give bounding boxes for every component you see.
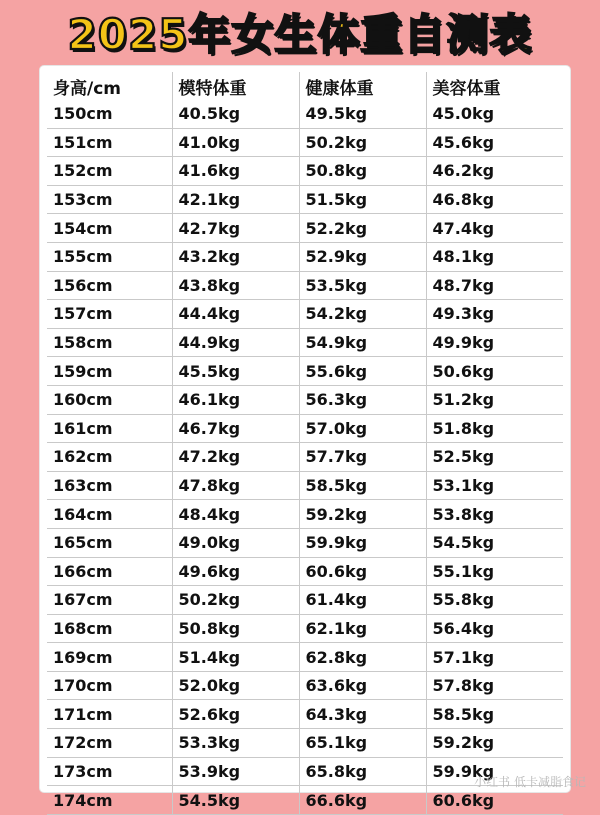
table-row: [47, 700, 563, 729]
watermark: 小红书 低卡减脂食记: [474, 775, 586, 789]
table-row: [47, 528, 563, 557]
weight-table: [47, 72, 563, 815]
cell-beauty-weight: 46.2kg: [426, 157, 563, 186]
cell-height: 158cm: [47, 328, 172, 357]
table-body: [47, 100, 563, 814]
cell-beauty-weight: 53.1kg: [426, 471, 563, 500]
cell-model-weight: 41.0kg: [172, 128, 299, 157]
cell-height: 159cm: [47, 357, 172, 386]
cell-beauty-weight: 49.9kg: [426, 328, 563, 357]
cell-beauty-weight: 58.5kg: [426, 700, 563, 729]
cell-beauty-weight: 60.6kg: [426, 786, 563, 815]
cell-model-weight: 46.7kg: [172, 414, 299, 443]
cell-beauty-weight: 50.6kg: [426, 357, 563, 386]
cell-beauty-weight: 57.8kg: [426, 671, 563, 700]
cell-healthy-weight: 53.5kg: [299, 271, 426, 300]
cell-healthy-weight: 65.8kg: [299, 757, 426, 786]
cell-healthy-weight: 52.9kg: [299, 242, 426, 271]
cell-height: 174cm: [47, 786, 172, 815]
cell-beauty-weight: 55.8kg: [426, 586, 563, 615]
cell-height: 152cm: [47, 157, 172, 186]
cell-beauty-weight: 52.5kg: [426, 443, 563, 472]
cell-model-weight: 46.1kg: [172, 385, 299, 414]
cell-height: 162cm: [47, 443, 172, 472]
header-healthy-weight: 健康体重: [299, 72, 426, 100]
cell-height: 154cm: [47, 214, 172, 243]
table-row: [47, 471, 563, 500]
cell-model-weight: 53.3kg: [172, 729, 299, 758]
cell-healthy-weight: 49.5kg: [299, 100, 426, 128]
cell-beauty-weight: 59.9kg: [426, 757, 563, 786]
header-height: 身高/cm: [47, 72, 172, 100]
cell-beauty-weight: 53.8kg: [426, 500, 563, 529]
cell-model-weight: 48.4kg: [172, 500, 299, 529]
table-row: [47, 271, 563, 300]
cell-model-weight: 50.2kg: [172, 586, 299, 615]
cell-model-weight: 49.0kg: [172, 528, 299, 557]
table-row: [47, 643, 563, 672]
cell-beauty-weight: 48.7kg: [426, 271, 563, 300]
cell-height: 165cm: [47, 528, 172, 557]
cell-healthy-weight: 62.8kg: [299, 643, 426, 672]
cell-healthy-weight: 66.6kg: [299, 786, 426, 815]
cell-model-weight: 40.5kg: [172, 100, 299, 128]
table-row: [47, 214, 563, 243]
cell-model-weight: 54.5kg: [172, 786, 299, 815]
cell-model-weight: 49.6kg: [172, 557, 299, 586]
cell-model-weight: 47.8kg: [172, 471, 299, 500]
table-row: [47, 300, 563, 329]
cell-healthy-weight: 55.6kg: [299, 357, 426, 386]
cell-height: 157cm: [47, 300, 172, 329]
cell-beauty-weight: 45.6kg: [426, 128, 563, 157]
table-row: [47, 500, 563, 529]
cell-height: 173cm: [47, 757, 172, 786]
table-row: [47, 786, 563, 815]
cell-beauty-weight: 45.0kg: [426, 100, 563, 128]
cell-height: 172cm: [47, 729, 172, 758]
table-row: [47, 328, 563, 357]
cell-model-weight: 52.6kg: [172, 700, 299, 729]
table-row: [47, 185, 563, 214]
cell-healthy-weight: 54.2kg: [299, 300, 426, 329]
table-row: [47, 157, 563, 186]
header-beauty-weight: 美容体重: [432, 78, 501, 99]
cell-height: 166cm: [47, 557, 172, 586]
cell-beauty-weight: 48.1kg: [426, 242, 563, 271]
cell-healthy-weight: 57.7kg: [299, 443, 426, 472]
cell-model-weight: 42.1kg: [172, 185, 299, 214]
cell-healthy-weight: 61.4kg: [299, 586, 426, 615]
table-row: [47, 443, 563, 472]
cell-healthy-weight: 59.9kg: [299, 528, 426, 557]
table-row: [47, 614, 563, 643]
cell-height: 150cm: [47, 100, 172, 128]
cell-height: 153cm: [47, 185, 172, 214]
cell-model-weight: 45.5kg: [172, 357, 299, 386]
cell-healthy-weight: 58.5kg: [299, 471, 426, 500]
cell-healthy-weight: 59.2kg: [299, 500, 426, 529]
cell-healthy-weight: 50.8kg: [299, 157, 426, 186]
cell-beauty-weight: 49.3kg: [426, 300, 563, 329]
cell-beauty-weight: 54.5kg: [426, 528, 563, 557]
cell-model-weight: 42.7kg: [172, 214, 299, 243]
table-header-row: [47, 72, 563, 100]
cell-height: 169cm: [47, 643, 172, 672]
cell-height: 160cm: [47, 385, 172, 414]
cell-beauty-weight: 56.4kg: [426, 614, 563, 643]
weight-table-card: [40, 66, 570, 810]
cell-model-weight: 52.0kg: [172, 671, 299, 700]
cell-beauty-weight: 47.4kg: [426, 214, 563, 243]
cell-healthy-weight: 51.5kg: [299, 185, 426, 214]
table-row: [47, 385, 563, 414]
cell-model-weight: 41.6kg: [172, 157, 299, 186]
cell-model-weight: 44.4kg: [172, 300, 299, 329]
cell-height: 161cm: [47, 414, 172, 443]
cell-height: 168cm: [47, 614, 172, 643]
cell-model-weight: 47.2kg: [172, 443, 299, 472]
cell-healthy-weight: 63.6kg: [299, 671, 426, 700]
page-title: 2025年女生体重自测表: [67, 10, 533, 59]
cell-height: 155cm: [47, 242, 172, 271]
header-model-weight: 模特体重: [172, 72, 299, 100]
cell-model-weight: 44.9kg: [172, 328, 299, 357]
cell-beauty-weight: 51.2kg: [426, 385, 563, 414]
table-row: [47, 357, 563, 386]
cell-beauty-weight: 51.8kg: [426, 414, 563, 443]
cell-model-weight: 53.9kg: [172, 757, 299, 786]
cell-healthy-weight: 52.2kg: [299, 214, 426, 243]
cell-beauty-weight: 59.2kg: [426, 729, 563, 758]
table-row: [47, 128, 563, 157]
cell-beauty-weight: 55.1kg: [426, 557, 563, 586]
table-row: [47, 586, 563, 615]
cell-beauty-weight: 46.8kg: [426, 185, 563, 214]
table-row: [47, 100, 563, 128]
cell-healthy-weight: 62.1kg: [299, 614, 426, 643]
table-row: [47, 414, 563, 443]
cell-height: 163cm: [47, 471, 172, 500]
cell-healthy-weight: 50.2kg: [299, 128, 426, 157]
cell-model-weight: 50.8kg: [172, 614, 299, 643]
cell-model-weight: 43.2kg: [172, 242, 299, 271]
table-row: [47, 557, 563, 586]
cell-height: 164cm: [47, 500, 172, 529]
cell-healthy-weight: 57.0kg: [299, 414, 426, 443]
cell-height: 156cm: [47, 271, 172, 300]
cell-height: 171cm: [47, 700, 172, 729]
cell-model-weight: 43.8kg: [172, 271, 299, 300]
cell-healthy-weight: 60.6kg: [299, 557, 426, 586]
cell-height: 151cm: [47, 128, 172, 157]
cell-healthy-weight: 54.9kg: [299, 328, 426, 357]
cell-height: 167cm: [47, 586, 172, 615]
table-row: [47, 729, 563, 758]
table-row: [47, 242, 563, 271]
cell-beauty-weight: 57.1kg: [426, 643, 563, 672]
cell-healthy-weight: 64.3kg: [299, 700, 426, 729]
cell-healthy-weight: 65.1kg: [299, 729, 426, 758]
table-row: [47, 671, 563, 700]
cell-model-weight: 51.4kg: [172, 643, 299, 672]
cell-height: 170cm: [47, 671, 172, 700]
cell-healthy-weight: 56.3kg: [299, 385, 426, 414]
